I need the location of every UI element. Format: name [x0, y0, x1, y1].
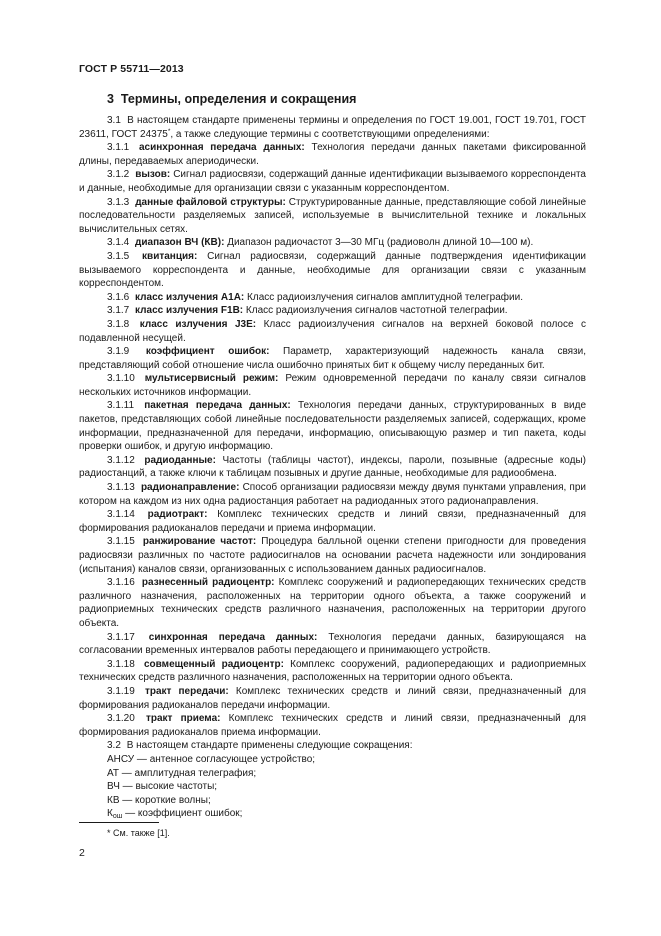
term-name: совмещенный радиоцентр: — [144, 658, 284, 670]
term-name: синхронная передача данных: — [148, 631, 318, 643]
clause-number: 3.1.20 — [107, 713, 135, 725]
abbreviation-item — [79, 753, 586, 767]
abbreviation-symbol: К — [107, 808, 113, 820]
term-definition — [79, 576, 586, 630]
footnote-separator — [79, 822, 159, 823]
intro-text-after: , а также следующие термины с соответствующими определениями: — [170, 128, 490, 140]
term-definition — [79, 168, 586, 195]
term-text: Процедура балльной оценки степени пригодности для проведения радиосвязи различных по частоте радиосигналов на основании расчета надежности или зондирования (испытания) каналов связи, организованных с использованием данных радиосигналов. — [79, 536, 587, 575]
abbreviation-definition: — короткие волны; — [119, 794, 211, 806]
clause-number: 3.1.17 — [107, 631, 135, 643]
document-code-header: ГОСТ Р 55711—2013 — [79, 63, 184, 75]
section-number: 3 — [107, 92, 114, 106]
clause-number: 3.1.12 — [107, 454, 135, 466]
term-definition — [79, 345, 586, 372]
abbreviation-definition: — антенное согласующее устройство; — [134, 753, 316, 765]
term-text: Технология передачи данных, базирующаяся на согласовании временных интервалов работы передающего и принимающего устройств. — [79, 631, 587, 657]
term-name: радиотракт: — [147, 509, 208, 521]
term-definition — [79, 318, 586, 345]
term-definition — [79, 304, 586, 318]
term-name: коэффициент ошибок: — [145, 346, 270, 358]
clause-number: 3.1.18 — [107, 658, 135, 670]
term-text: Класс радиоизлучения сигналов частотной телеграфии. — [245, 305, 508, 317]
abbreviation-item — [79, 767, 586, 781]
term-definition — [79, 372, 586, 399]
term-text: Комплекс технических средств и линий связи, предназначенный для формирования радиоканалов передачи и приема информации. — [79, 509, 586, 534]
term-name: пакетная передача данных: — [144, 400, 291, 412]
clause-number: 3.1 — [107, 115, 121, 126]
clause-number: 3.1.6 — [107, 291, 130, 303]
terms-list — [79, 141, 586, 739]
term-text: Комплекс сооружений, радиопередающих и радиоприемных технических средств различного назначения, расположенных на территории одного объекта. — [79, 658, 587, 684]
term-definition — [79, 250, 586, 291]
clause-number: 3.1.8 — [107, 318, 130, 330]
term-text: Комплекс технических средств и линий связи, предназначенный для формирования радиоканалов приема информации. — [79, 713, 586, 738]
abbreviation-symbol: ВЧ — [107, 781, 120, 793]
term-name: квитанция: — [142, 250, 198, 262]
term-name: мультисервисный режим: — [144, 373, 279, 385]
term-text: Параметр, характеризующий надежность канала связи, представляющий собой отношение числа ошибочно принятых бит к общему числу переданных бит. — [79, 346, 587, 371]
term-text: Диапазон радиочастот 3—30 МГц (радиоволн длиной 10—100 м). — [227, 237, 534, 249]
term-name: диапазон ВЧ (КВ): — [135, 237, 225, 249]
intro-text-before: В настоящем стандарте применены термины и определения по ГОСТ 19.001, ГОСТ 19.701, ГОСТ 23611, ГОСТ 24375 — [79, 115, 586, 140]
clause-number: 3.1.11 — [107, 400, 135, 412]
term-definition — [79, 685, 586, 712]
term-name: разнесенный радиоцентр: — [141, 577, 275, 589]
clause-number: 3.1.14 — [107, 509, 135, 521]
clause-number: 3.1.5 — [107, 250, 130, 262]
term-text: Сигнал радиосвязи, содержащий данные идентификации вызываемого корреспондента и данные, необходимые для организации связи с указанным корреспондентом. — [79, 169, 586, 194]
abbreviation-definition: — амплитудная телеграфия; — [119, 767, 257, 779]
abbreviation-symbol: КВ — [107, 794, 120, 806]
clause-number: 3.1.9 — [107, 346, 130, 358]
document-body — [79, 114, 586, 821]
footnote-mark: * — [107, 828, 111, 838]
term-text: Способ организации радиосвязи между двумя пунктами управления, при котором на каждом из них одна радиостанция работает на радиоданных этого радионаправления. — [79, 482, 586, 507]
term-text: Технология передачи данных пакетами фиксированной длины, передаваемых апериодически. — [79, 142, 587, 167]
term-definition — [79, 236, 586, 250]
term-definition — [79, 399, 586, 453]
term-name: радиоданные: — [144, 454, 216, 466]
abbreviation-symbol: АНСУ — [107, 753, 135, 765]
term-name: класс излучения A1A: — [135, 291, 245, 303]
abbreviations-list — [79, 753, 586, 807]
term-name: ранжирование частот: — [142, 536, 257, 548]
term-definition — [79, 658, 586, 685]
term-text: Режим одновременной передачи по каналу связи сигналов нескольких источников информации. — [79, 373, 586, 398]
clause-number: 3.1.13 — [107, 482, 135, 494]
term-text: Комплекс сооружений и радиопередающих технических средств различного назначения, расположенных на территории одного объекта, а также сооружений и радиоприемных технических средств различного назначения, расположенных на территории другого объекта. — [79, 577, 587, 629]
footnote-reference-mark: * — [167, 127, 171, 135]
term-definition — [79, 535, 586, 576]
clause-number: 3.1.19 — [107, 685, 135, 697]
term-definition — [79, 631, 586, 658]
page-number: 2 — [79, 847, 85, 859]
term-text: Сигнал радиосвязи, содержащий данные подтверждения идентификации вызываемого корреспондента и данные, необходимые для организации связи с указанным корреспондентом. — [79, 250, 586, 290]
clause-number: 3.1.2 — [107, 169, 130, 181]
footnote-text: См. также [1]. — [113, 828, 170, 838]
clause-number: 3.1.1 — [107, 142, 130, 154]
footnote — [107, 828, 170, 838]
term-definition — [79, 141, 586, 168]
term-text: Комплекс технических средств и линий связи, предназначенный для формирования радиоканалов передачи информации. — [79, 685, 587, 711]
term-name: радионаправление: — [140, 482, 240, 494]
term-text: Частоты (таблицы частот), индексы, пароли, позывные (адресные коды) радиостанций, а также ключи к таблицам позывных и другие данные, необходимые для радиообмена. — [79, 454, 587, 480]
abbreviation-definition: — коэффициент ошибок; — [122, 808, 243, 820]
term-name: класс излучения J3E: — [139, 318, 257, 330]
term-name: тракт приема: — [145, 713, 221, 725]
term-text: Класс радиоизлучения сигналов на верхней боковой полосе с подавленной несущей. — [79, 318, 586, 344]
term-name: вызов: — [135, 169, 171, 181]
clause-number: 3.2 — [107, 740, 121, 752]
abbreviations-intro — [79, 739, 586, 753]
clause-number: 3.1.16 — [107, 577, 135, 589]
term-name: асинхронная передача данных: — [139, 142, 305, 154]
term-name: класс излучения F1B: — [135, 305, 244, 317]
abbreviation-subscript: ош — [112, 813, 123, 821]
term-text: Класс радиоизлучения сигналов амплитудной телеграфии. — [247, 291, 523, 303]
abbreviations-intro-text: В настоящем стандарте применены следующие сокращения: — [126, 740, 413, 752]
abbreviation-item-koef — [79, 807, 586, 821]
term-definition — [79, 712, 586, 739]
abbreviation-item — [79, 780, 586, 794]
term-name: данные файловой структуры: — [135, 196, 286, 208]
term-definition — [79, 508, 586, 535]
term-name: тракт передачи: — [144, 685, 229, 697]
abbreviation-item — [79, 794, 586, 808]
clause-number: 3.1.10 — [107, 373, 135, 385]
term-text: Технология передачи данных, структурированных в виде пакетов, представляющих собой линейные последовательности разделяемых записей, содержащих, кроме информации, предназначенной для передачи, информацию, описывающую размер и тип пакета, коды проверки ошибок, и другую информацию. — [79, 400, 587, 453]
abbreviation-symbol: АТ — [107, 767, 119, 779]
abbreviation-definition: — высокие частоты; — [119, 781, 218, 793]
section-title — [107, 92, 356, 106]
clause-number: 3.1.7 — [107, 305, 130, 317]
section-title-text: Термины, определения и сокращения — [120, 92, 357, 106]
intro-paragraph — [79, 114, 586, 141]
clause-number: 3.1.4 — [107, 237, 130, 249]
term-definition — [79, 291, 586, 305]
clause-number: 3.1.15 — [107, 536, 135, 548]
term-text: Структурированные данные, представляющие собой линейные последовательности разделяемых записей, используемые в вычислительной технике и локальных вычислительных сетях. — [79, 196, 587, 235]
term-definition — [79, 481, 586, 508]
clause-number: 3.1.3 — [107, 196, 130, 208]
term-definition — [79, 454, 586, 481]
term-definition — [79, 196, 586, 237]
